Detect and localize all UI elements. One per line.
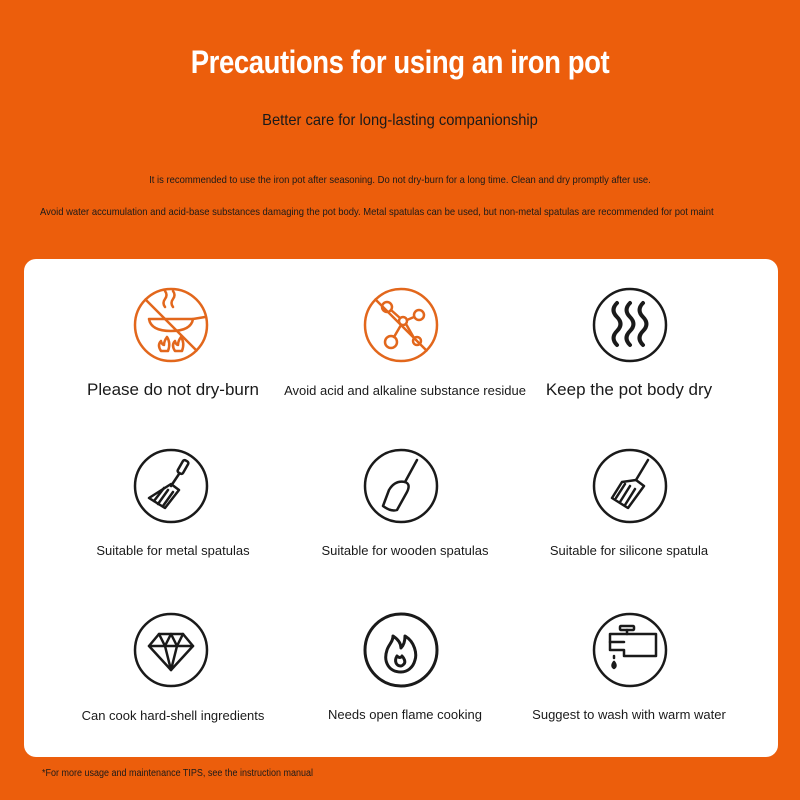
item-label-silicone-spatula: Suitable for silicone spatula (549, 543, 709, 558)
item-label-no-dry-burn: Please do not dry-burn (87, 380, 259, 399)
no-dry-burn-icon (131, 285, 211, 365)
note-line-2-text: Avoid water accumulation and acid-base substances damaging the pot body. Metal spatulas can be used, but non-metal spatulas are recommended for pot maint (40, 206, 714, 218)
item-label-keep-dry: Keep the pot body dry (545, 380, 713, 399)
footer-note: *For more usage and maintenance TIPS, see the instruction manual (42, 768, 313, 779)
diamond-icon (131, 610, 211, 690)
faucet-icon (590, 610, 670, 690)
flame-icon (361, 610, 441, 690)
item-label-hard-shell: Can cook hard-shell ingredients (81, 708, 265, 723)
note-line-2 (40, 206, 800, 218)
note-line-1: It is recommended to use the iron pot after seasoning. Do not dry-burn for a long time. Clean and dry promptly after use. (149, 174, 651, 186)
steam-icon (590, 285, 670, 365)
no-acid-alkaline-icon (361, 285, 441, 365)
page-subtitle: Better care for long-lasting companionship (262, 112, 538, 129)
metal-spatula-icon (131, 446, 211, 526)
item-label-wooden-spatula: Suitable for wooden spatulas (321, 543, 489, 558)
item-label-metal-spatula: Suitable for metal spatulas (96, 543, 250, 558)
wooden-spatula-icon (361, 446, 441, 526)
precautions-card (24, 259, 778, 757)
silicone-spatula-icon (590, 446, 670, 526)
item-label-warm-water: Suggest to wash with warm water (532, 707, 726, 722)
item-label-no-acid-alkaline: Avoid acid and alkaline substance residue (284, 383, 526, 398)
page-title: Precautions for using an iron pot (190, 44, 610, 80)
item-label-open-flame: Needs open flame cooking (328, 707, 482, 722)
